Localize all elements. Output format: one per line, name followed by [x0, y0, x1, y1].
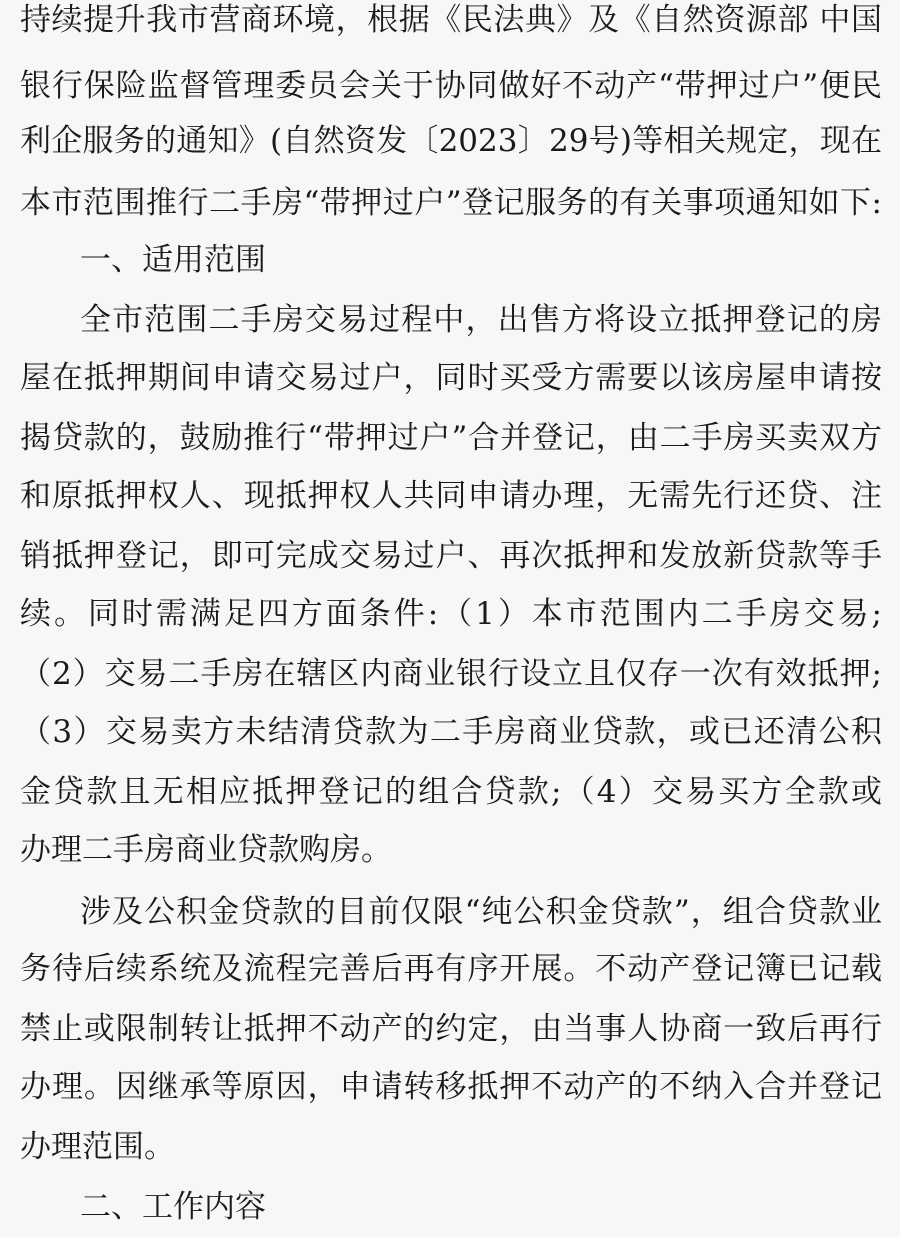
paragraph-line: 利企服务的通知》(自然资发〔2023〕29号)等相关规定，现在	[20, 123, 882, 159]
paragraph-line: 办理范围。	[20, 1129, 175, 1165]
paragraph-line: 金贷款且无相应抵押登记的组合贷款;（4）交易买方全款或	[20, 774, 882, 810]
paragraph-line: 本市范围推行二手房“带押过户”登记服务的有关事项通知如下:	[20, 185, 882, 221]
paragraph-line: 办理。因继承等原因，申请转移抵押不动产的不纳入合并登记	[20, 1069, 882, 1105]
section-heading-scope: 一、适用范围	[80, 242, 266, 278]
paragraph-line: 银行保险监督管理委员会关于协同做好不动产“带押过户”便民	[20, 68, 882, 104]
paragraph-line: 办理二手房商业贷款购房。	[20, 832, 392, 868]
paragraph-line: （3）交易卖方未结清贷款为二手房商业贷款，或已还清公积	[20, 714, 882, 750]
paragraph-line: 续。同时需满足四方面条件:（1）本市范围内二手房交易;	[20, 596, 882, 632]
section-heading-work-content: 二、工作内容	[80, 1189, 266, 1225]
paragraph-line: 禁止或限制转让抵押不动产的约定，由当事人协商一致后再行	[20, 1011, 882, 1047]
paragraph-line: 销抵押登记，即可完成交易过户、再次抵押和发放新贷款等手	[20, 538, 882, 574]
paragraph-line: 全市范围二手房交易过程中，出售方将设立抵押登记的房	[80, 302, 882, 338]
paragraph-line: 涉及公积金贷款的目前仅限“纯公积金贷款”，组合贷款业	[80, 894, 882, 930]
paragraph-line: 揭贷款的，鼓励推行“带押过户”合并登记，由二手房买卖双方	[20, 420, 882, 456]
paragraph-line: 和原抵押权人、现抵押权人共同申请办理，无需先行还贷、注	[20, 478, 882, 514]
paragraph-line: （2）交易二手房在辖区内商业银行设立且仅存一次有效抵押;	[20, 656, 882, 692]
paragraph-line: 屋在抵押期间申请交易过户，同时买受方需要以该房屋申请按	[20, 360, 882, 396]
paragraph-line: 持续提升我市营商环境，根据《民法典》及《自然资源部 中国	[20, 2, 882, 38]
paragraph-line: 务待后续系统及流程完善后再有序开展。不动产登记簿已记载	[20, 951, 882, 987]
